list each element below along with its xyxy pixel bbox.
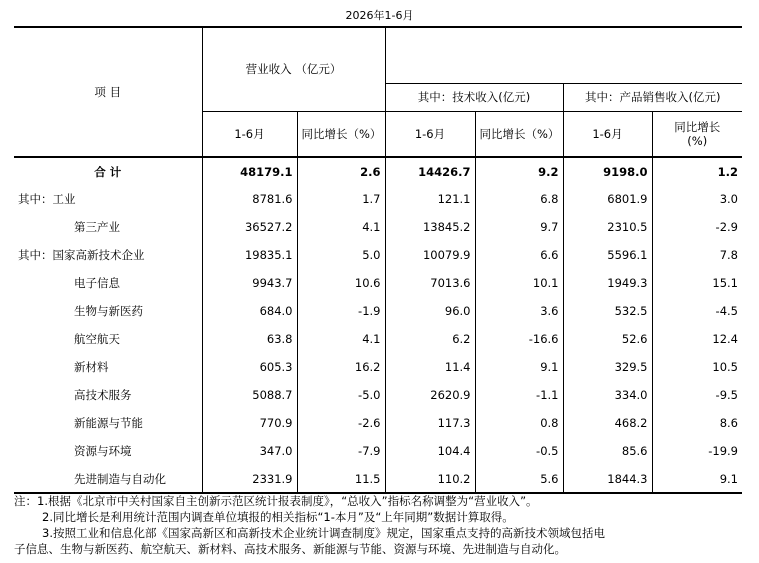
cell-value: 104.4 [385,437,475,465]
report-period: 2026年1-6月 [345,9,414,22]
cell-value: 5088.7 [202,381,297,409]
cell-value: 605.3 [202,353,297,381]
cell-value: 2331.9 [202,465,297,493]
cell-value: 2310.5 [563,213,652,241]
table-row [14,465,742,493]
cell-value: 9.1 [475,353,563,381]
row-label: 新能源与节能 [74,416,143,430]
cell-value: 15.1 [652,269,742,297]
cell-value: 52.6 [563,325,652,353]
cell-value: 110.2 [385,465,475,493]
cell-value: 85.6 [563,437,652,465]
footnotes [14,493,742,557]
cell-value: 12.4 [652,325,742,353]
cell-value: 14426.7 [385,157,475,185]
row-label: 生物与新医药 [74,304,143,318]
cell-value: 2620.9 [385,381,475,409]
cell-value: 10.6 [297,269,385,297]
product-yoy-line1: 同比增长 [674,119,721,134]
row-label: 其中：工业 [18,192,76,206]
cell-value: 347.0 [202,437,297,465]
cell-value: 6801.9 [563,185,652,213]
product-ytd-header: 1-6月 [563,111,652,157]
row-label: 资源与环境 [74,444,132,458]
cell-value: 4.1 [297,213,385,241]
statistics-table [14,26,742,494]
table-row [14,325,742,353]
item-header: 项 目 [14,27,202,157]
cell-value: 63.8 [202,325,297,353]
cell-value: 7.8 [652,241,742,269]
cell-value: 532.5 [563,297,652,325]
cell-value: 9943.7 [202,269,297,297]
table-row [14,213,742,241]
cell-value: 16.2 [297,353,385,381]
cell-value: 11.5 [297,465,385,493]
cell-value: 8.6 [652,409,742,437]
table-row [14,409,742,437]
cell-value: -4.5 [652,297,742,325]
footnote-3: 3.按照工业和信息化部《国家高新区和高新技术企业统计调查制度》规定，国家重点支持的高新技术领域包括电 [42,526,605,540]
cell-value: 334.0 [563,381,652,409]
table-row [14,241,742,269]
row-label: 新材料 [74,360,109,374]
cell-value: 9.7 [475,213,563,241]
cell-value: 3.0 [652,185,742,213]
tech-revenue-header: 其中：技术收入(亿元) [385,83,563,111]
footnote-1: 注：1.根据《北京市中关村国家自主创新示范区统计报表制度》，“总收入”指标名称调整为“营业收入”。 [14,494,538,508]
cell-value: 5596.1 [563,241,652,269]
product-yoy-line2: (%) [687,133,708,148]
cell-value: 3.6 [475,297,563,325]
table-row [14,297,742,325]
cell-value: 10.1 [475,269,563,297]
cell-value: 5.0 [297,241,385,269]
revenue-yoy-header: 同比增长（%） [297,111,385,157]
cell-value: 6.6 [475,241,563,269]
cell-value: -7.9 [297,437,385,465]
cell-value: 10079.9 [385,241,475,269]
cell-value: 1.7 [297,185,385,213]
cell-value: 6.2 [385,325,475,353]
cell-value: -1.9 [297,297,385,325]
cell-value: -1.1 [475,381,563,409]
table-body [14,157,742,493]
cell-value: 96.0 [385,297,475,325]
cell-value: 1949.3 [563,269,652,297]
cell-value: 10.5 [652,353,742,381]
cell-value: 8781.6 [202,185,297,213]
cell-value: 1844.3 [563,465,652,493]
cell-value: 117.3 [385,409,475,437]
footnote-3-continued: 子信息、生物与新医药、航空航天、新材料、高技术服务、新能源与节能、资源与环境、先进制造与自动化。 [14,542,566,556]
cell-value: -9.5 [652,381,742,409]
cell-value: -2.9 [652,213,742,241]
cell-value: 4.1 [297,325,385,353]
revenue-header: 营业收入 （亿元） [202,27,385,111]
cell-value: 468.2 [563,409,652,437]
cell-value: -5.0 [297,381,385,409]
header-spacer [385,27,742,83]
cell-value: 13845.2 [385,213,475,241]
row-label: 航空航天 [74,332,120,346]
cell-value: 6.8 [475,185,563,213]
row-label: 合 计 [94,164,122,179]
table-row [14,185,742,213]
revenue-ytd-header: 1-6月 [202,111,297,157]
cell-value: 5.6 [475,465,563,493]
cell-value: 121.1 [385,185,475,213]
cell-value: -2.6 [297,409,385,437]
cell-value: 19835.1 [202,241,297,269]
cell-value: 48179.1 [202,157,297,185]
cell-value: 2.6 [297,157,385,185]
cell-value: 0.8 [475,409,563,437]
cell-value: -16.6 [475,325,563,353]
cell-value: -19.9 [652,437,742,465]
table-row [14,353,742,381]
product-yoy-header [652,111,742,157]
table-row [14,269,742,297]
cell-value: 770.9 [202,409,297,437]
cell-value: -0.5 [475,437,563,465]
cell-value: 11.4 [385,353,475,381]
cell-value: 7013.6 [385,269,475,297]
table-row [14,381,742,409]
table-row [14,157,742,185]
cell-value: 36527.2 [202,213,297,241]
footnote-2: 2.同比增长是利用统计范围内调查单位填报的相关指标“1-本月”及“上年同期”数据计算取得。 [42,510,514,524]
row-label: 高技术服务 [74,388,132,402]
table-row [14,437,742,465]
cell-value: 1.2 [652,157,742,185]
tech-ytd-header: 1-6月 [385,111,475,157]
row-label: 电子信息 [74,276,120,290]
cell-value: 9.1 [652,465,742,493]
product-revenue-header: 其中：产品销售收入(亿元) [563,83,742,111]
tech-yoy-header: 同比增长（%） [475,111,563,157]
row-label: 其中：国家高新技术企业 [18,248,145,262]
cell-value: 9198.0 [563,157,652,185]
cell-value: 329.5 [563,353,652,381]
row-label: 第三产业 [74,220,120,234]
cell-value: 684.0 [202,297,297,325]
cell-value: 9.2 [475,157,563,185]
row-label: 先进制造与自动化 [14,465,202,493]
